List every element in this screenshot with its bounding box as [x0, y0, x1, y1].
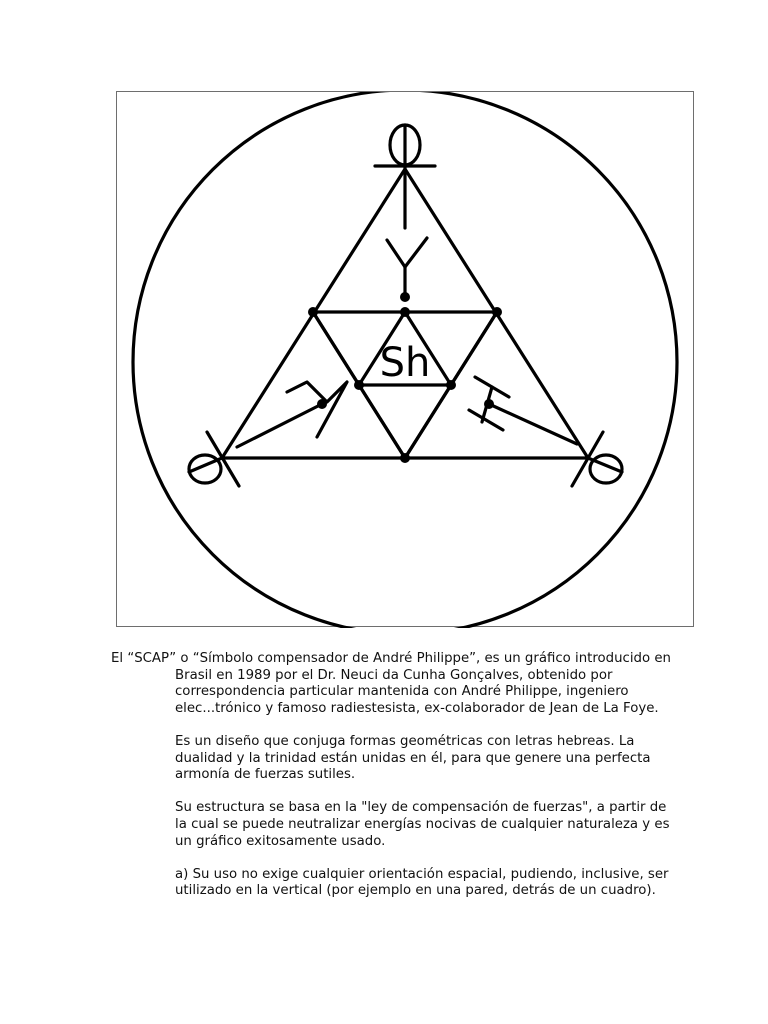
center-sh-label: Sh [379, 340, 431, 386]
document-body-text [111, 651, 671, 917]
scap-symbol-figure [116, 91, 694, 627]
paragraph-design-description: Es un diseño que conjuga formas geométricas con letras hebreas. La dualidad y la trinidad están unidas en él, para que genere una perfecta armonía de fuerzas sutiles. [175, 733, 651, 783]
scap-symbol-drawing [117, 92, 695, 628]
left-letter-symbol [237, 382, 347, 447]
paragraph-structure: Su estructura se basa en la "ley de compensación de fuerzas", a partir de la cual se puede neutralizar energías nocivas de cualquier naturaleza y es un gráfico exitosamente usado. [175, 800, 670, 849]
paragraph-usage: a) Su uso no exige cualquier orientación espacial, pudiendo, inclusive, ser utilizado en la vertical (por ejemplo en una pared, detrás de un cuadro). [175, 866, 669, 899]
top-symbol [375, 125, 435, 228]
right-letter-symbol [469, 377, 577, 444]
top-letter-symbol [387, 238, 427, 297]
paragraph-scap-intro: El “SCAP” o “Símbolo compensador de André Philippe”, es un gráfico introducido en Brasil en 1989 por el Dr. Neuci da Cunha Gonçalves, obtenido por correspondencia particular mantenida con André Philippe, ingeniero elec...trónico y famoso radiestesista, ex-colaborador de Jean de La Foye. [111, 651, 671, 716]
